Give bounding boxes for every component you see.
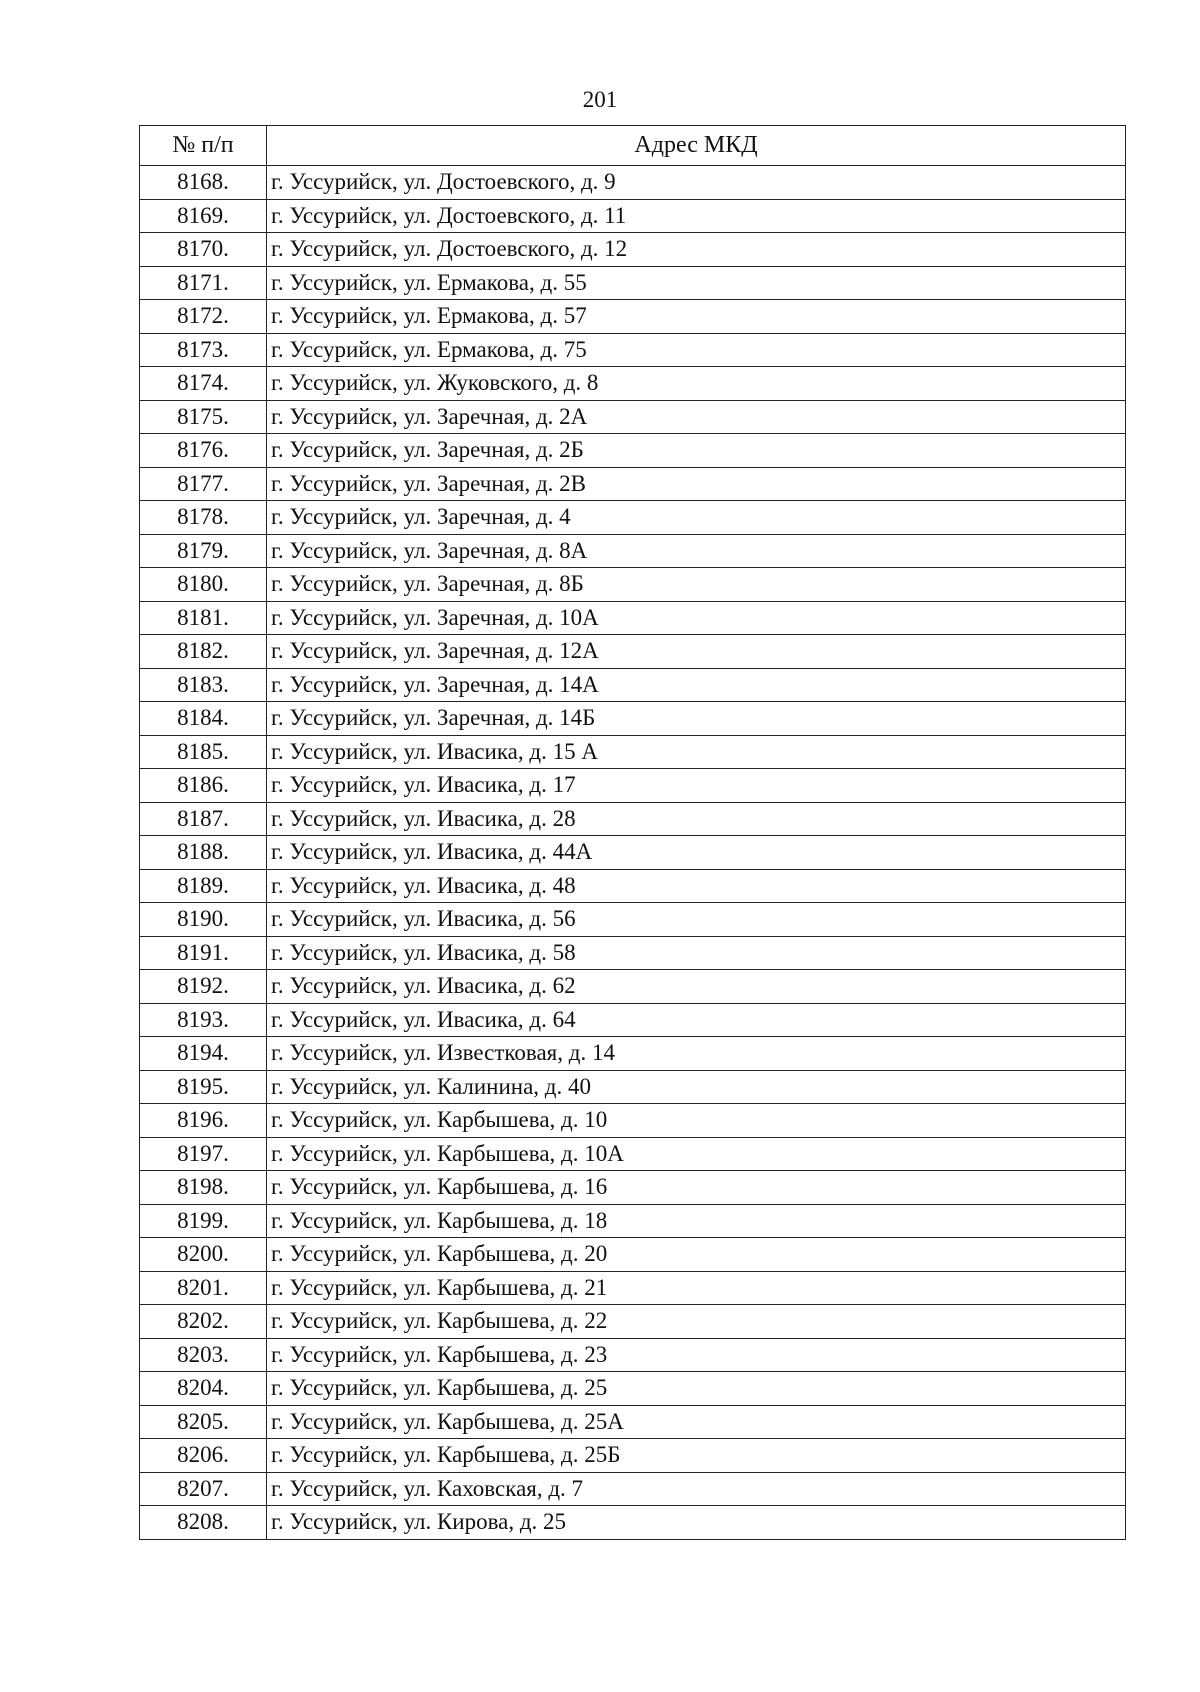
row-number-cell: 8178. <box>140 501 267 535</box>
table-row <box>140 1037 1126 1071</box>
table-row <box>140 635 1126 669</box>
row-number-cell: 8202. <box>140 1305 267 1339</box>
address-cell: г. Уссурийск, ул. Карбышева, д. 10А <box>267 1137 1126 1171</box>
table-row <box>140 735 1126 769</box>
address-cell: г. Уссурийск, ул. Каховская, д. 7 <box>267 1472 1126 1506</box>
address-cell: г. Уссурийск, ул. Ермакова, д. 75 <box>267 333 1126 367</box>
address-cell: г. Уссурийск, ул. Карбышева, д. 20 <box>267 1238 1126 1272</box>
row-number-cell: 8185. <box>140 735 267 769</box>
row-number-cell: 8191. <box>140 936 267 970</box>
table-row <box>140 1338 1126 1372</box>
table-row <box>140 1104 1126 1138</box>
table-row <box>140 1171 1126 1205</box>
address-cell: г. Уссурийск, ул. Заречная, д. 8А <box>267 534 1126 568</box>
table-row <box>140 434 1126 468</box>
table-row <box>140 467 1126 501</box>
row-number-cell: 8208. <box>140 1506 267 1540</box>
row-number-cell: 8206. <box>140 1439 267 1473</box>
row-number-cell: 8173. <box>140 333 267 367</box>
table-row <box>140 333 1126 367</box>
table-row <box>140 903 1126 937</box>
column-header-address: Адрес МКД <box>267 126 1126 166</box>
column-header-number: № п/п <box>140 126 267 166</box>
table-row <box>140 199 1126 233</box>
row-number-cell: 8196. <box>140 1104 267 1138</box>
row-number-cell: 8169. <box>140 199 267 233</box>
row-number-cell: 8181. <box>140 601 267 635</box>
address-cell: г. Уссурийск, ул. Ивасика, д. 64 <box>267 1003 1126 1037</box>
address-cell: г. Уссурийск, ул. Известковая, д. 14 <box>267 1037 1126 1071</box>
row-number-cell: 8172. <box>140 300 267 334</box>
row-number-cell: 8187. <box>140 802 267 836</box>
address-cell: г. Уссурийск, ул. Карбышева, д. 25А <box>267 1405 1126 1439</box>
address-cell: г. Уссурийск, ул. Карбышева, д. 10 <box>267 1104 1126 1138</box>
address-cell: г. Уссурийск, ул. Ивасика, д. 28 <box>267 802 1126 836</box>
row-number-cell: 8195. <box>140 1070 267 1104</box>
address-cell: г. Уссурийск, ул. Жуковского, д. 8 <box>267 367 1126 401</box>
row-number-cell: 8175. <box>140 400 267 434</box>
table-row <box>140 1204 1126 1238</box>
address-cell: г. Уссурийск, ул. Ивасика, д. 48 <box>267 869 1126 903</box>
table-row <box>140 568 1126 602</box>
address-cell: г. Уссурийск, ул. Карбышева, д. 21 <box>267 1271 1126 1305</box>
address-cell: г. Уссурийск, ул. Карбышева, д. 25Б <box>267 1439 1126 1473</box>
address-cell: г. Уссурийск, ул. Заречная, д. 14Б <box>267 702 1126 736</box>
table-body <box>140 166 1126 1540</box>
table-row <box>140 970 1126 1004</box>
row-number-cell: 8194. <box>140 1037 267 1071</box>
address-cell: г. Уссурийск, ул. Карбышева, д. 25 <box>267 1372 1126 1406</box>
table-row <box>140 601 1126 635</box>
table-row <box>140 836 1126 870</box>
row-number-cell: 8207. <box>140 1472 267 1506</box>
header-row <box>140 126 1126 166</box>
address-cell: г. Уссурийск, ул. Ивасика, д. 56 <box>267 903 1126 937</box>
table-row <box>140 166 1126 200</box>
table-row <box>140 1271 1126 1305</box>
table-row <box>140 1472 1126 1506</box>
row-number-cell: 8203. <box>140 1338 267 1372</box>
address-cell: г. Уссурийск, ул. Карбышева, д. 23 <box>267 1338 1126 1372</box>
address-cell: г. Уссурийск, ул. Ивасика, д. 15 А <box>267 735 1126 769</box>
row-number-cell: 8204. <box>140 1372 267 1406</box>
address-cell: г. Уссурийск, ул. Достоевского, д. 11 <box>267 199 1126 233</box>
row-number-cell: 8182. <box>140 635 267 669</box>
row-number-cell: 8198. <box>140 1171 267 1205</box>
table-row <box>140 1405 1126 1439</box>
row-number-cell: 8201. <box>140 1271 267 1305</box>
table-row <box>140 300 1126 334</box>
table-row <box>140 400 1126 434</box>
row-number-cell: 8168. <box>140 166 267 200</box>
table-row <box>140 1003 1126 1037</box>
address-cell: г. Уссурийск, ул. Заречная, д. 4 <box>267 501 1126 535</box>
address-cell: г. Уссурийск, ул. Карбышева, д. 18 <box>267 1204 1126 1238</box>
row-number-cell: 8186. <box>140 769 267 803</box>
table-row <box>140 501 1126 535</box>
address-cell: г. Уссурийск, ул. Калинина, д. 40 <box>267 1070 1126 1104</box>
page-number: 201 <box>582 87 618 112</box>
row-number-cell: 8179. <box>140 534 267 568</box>
table-row <box>140 802 1126 836</box>
table-row <box>140 1070 1126 1104</box>
row-number-cell: 8171. <box>140 266 267 300</box>
row-number-cell: 8192. <box>140 970 267 1004</box>
row-number-cell: 8190. <box>140 903 267 937</box>
table-row <box>140 869 1126 903</box>
address-cell: г. Уссурийск, ул. Карбышева, д. 22 <box>267 1305 1126 1339</box>
address-cell: г. Уссурийск, ул. Ивасика, д. 58 <box>267 936 1126 970</box>
row-number-cell: 8184. <box>140 702 267 736</box>
address-cell: г. Уссурийск, ул. Ермакова, д. 57 <box>267 300 1126 334</box>
row-number-cell: 8189. <box>140 869 267 903</box>
row-number-cell: 8197. <box>140 1137 267 1171</box>
table-row <box>140 1305 1126 1339</box>
row-number-cell: 8205. <box>140 1405 267 1439</box>
mkd-address-table <box>139 125 1126 1540</box>
row-number-cell: 8188. <box>140 836 267 870</box>
table-row <box>140 367 1126 401</box>
table-header <box>140 126 1126 166</box>
address-cell: г. Уссурийск, ул. Ивасика, д. 44А <box>267 836 1126 870</box>
row-number-cell: 8180. <box>140 568 267 602</box>
table-row <box>140 266 1126 300</box>
table-row <box>140 1372 1126 1406</box>
row-number-cell: 8170. <box>140 233 267 267</box>
table-row <box>140 936 1126 970</box>
address-cell: г. Уссурийск, ул. Ивасика, д. 17 <box>267 769 1126 803</box>
address-cell: г. Уссурийск, ул. Карбышева, д. 16 <box>267 1171 1126 1205</box>
address-cell: г. Уссурийск, ул. Заречная, д. 10А <box>267 601 1126 635</box>
table-row <box>140 1238 1126 1272</box>
address-cell: г. Уссурийск, ул. Заречная, д. 2А <box>267 400 1126 434</box>
table-row <box>140 1137 1126 1171</box>
address-cell: г. Уссурийск, ул. Заречная, д. 14А <box>267 668 1126 702</box>
table-row <box>140 1506 1126 1540</box>
address-cell: г. Уссурийск, ул. Достоевского, д. 9 <box>267 166 1126 200</box>
row-number-cell: 8199. <box>140 1204 267 1238</box>
row-number-cell: 8193. <box>140 1003 267 1037</box>
address-cell: г. Уссурийск, ул. Достоевского, д. 12 <box>267 233 1126 267</box>
row-number-cell: 8176. <box>140 434 267 468</box>
row-number-cell: 8177. <box>140 467 267 501</box>
row-number-cell: 8200. <box>140 1238 267 1272</box>
address-cell: г. Уссурийск, ул. Заречная, д. 8Б <box>267 568 1126 602</box>
address-cell: г. Уссурийск, ул. Заречная, д. 2В <box>267 467 1126 501</box>
table-row <box>140 769 1126 803</box>
table-row <box>140 534 1126 568</box>
row-number-cell: 8174. <box>140 367 267 401</box>
address-cell: г. Уссурийск, ул. Ермакова, д. 55 <box>267 266 1126 300</box>
address-cell: г. Уссурийск, ул. Заречная, д. 2Б <box>267 434 1126 468</box>
address-cell: г. Уссурийск, ул. Кирова, д. 25 <box>267 1506 1126 1540</box>
table-row <box>140 702 1126 736</box>
address-cell: г. Уссурийск, ул. Заречная, д. 12А <box>267 635 1126 669</box>
address-cell: г. Уссурийск, ул. Ивасика, д. 62 <box>267 970 1126 1004</box>
table-row <box>140 1439 1126 1473</box>
table-row <box>140 668 1126 702</box>
row-number-cell: 8183. <box>140 668 267 702</box>
table-row <box>140 233 1126 267</box>
